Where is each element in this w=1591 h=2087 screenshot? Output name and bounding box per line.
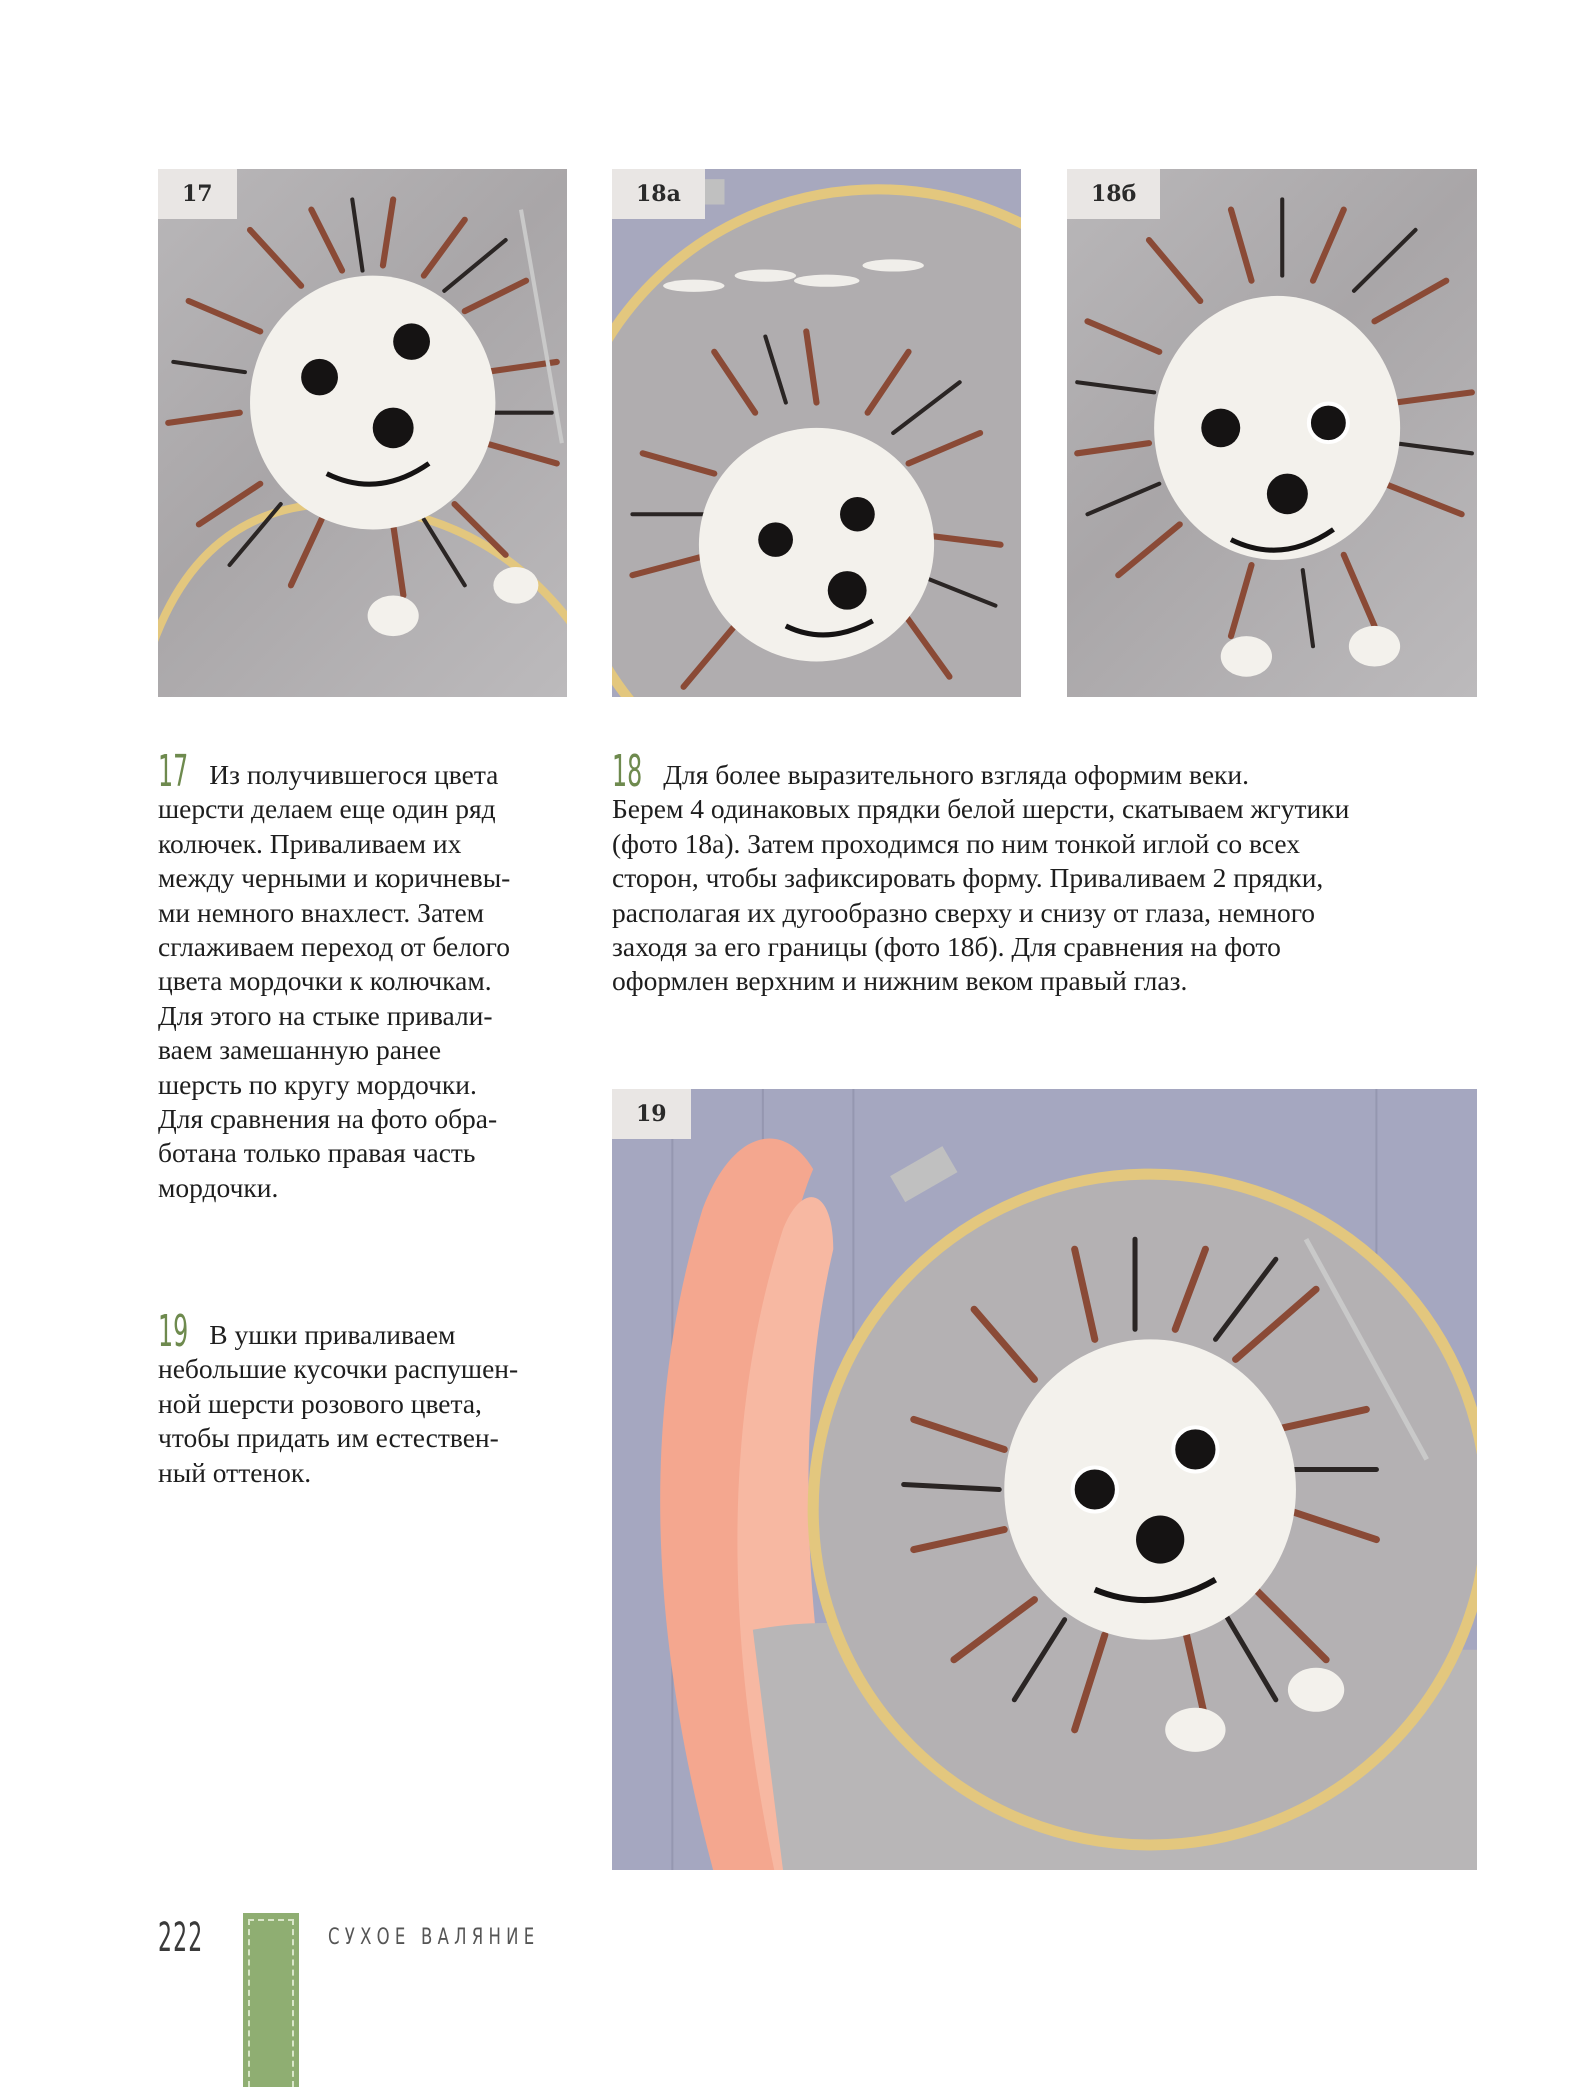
step-17-line: мордочки. [158,1171,279,1203]
step-number-17: 17 [158,746,189,797]
step-19-text [158,1306,578,1490]
section-title: СУХОЕ ВАЛЯНИЕ [328,1925,540,1950]
step-19-line: 19 В ушки приваливаем [158,1306,456,1357]
step-18-text [612,746,1492,999]
hedgehog-felt-illustration [1067,169,1477,697]
step-17-line: Для этого на стыке привали- [158,999,493,1031]
step-19-line: ный оттенок. [158,1456,312,1488]
photo-label-18a: 18а [612,169,705,219]
step-number-19: 19 [158,1306,189,1357]
step-17-line: 17 Из получившегося цвета [158,746,499,797]
photo-19 [612,1089,1477,1870]
step-18-line: сторон, чтобы зафиксировать форму. Приваливаем 2 прядки, [612,862,1324,894]
step-17-line: цвета мордочки к колючкам. [158,965,492,997]
step-19-line: ной шерсти розового цвета, [158,1387,482,1419]
step-18-line: (фото 18а). Затем проходимся по ним тонкой иглой со всех [612,827,1300,859]
step-18-line: располагая их дугообразно сверху и снизу от глаза, немного [612,896,1316,928]
step-17-line: между черными и коричневы- [158,862,511,894]
photo-18a [612,169,1021,697]
section-tab-decoration [243,1913,299,2087]
step-17-line: шерсти делаем еще один ряд [158,793,496,825]
step-19-line: чтобы придать им естествен- [158,1422,499,1454]
step-17-line: колючек. Приваливаем их [158,827,462,859]
step-17-line: Для сравнения на фото обра- [158,1103,498,1135]
hedgehog-felt-illustration [612,169,1021,697]
hedgehog-hoop-illustration [612,1089,1477,1870]
step-17-line: сглаживаем переход от белого [158,931,511,963]
photo-label-17: 17 [158,169,237,219]
page-number: 222 [158,1915,204,1961]
photo-label-19: 19 [612,1089,691,1139]
step-17-line: шерсть по кругу мордочки. [158,1068,477,1100]
step-17-line: ми немного внахлест. Затем [158,896,485,928]
step-17-text [158,746,578,1205]
step-18-line: 18 Для более выразительного взгляда оформим веки. [612,746,1250,797]
step-19-line: небольшие кусочки распушен- [158,1353,519,1385]
step-18-line: заходя за его границы (фото 18б). Для сравнения на фото [612,931,1281,963]
photo-18b [1067,169,1477,697]
photo-17 [158,169,567,697]
step-number-18: 18 [612,746,643,797]
hedgehog-felt-illustration [158,169,567,697]
step-18-line: оформлен верхним и нижним веком правый глаз. [612,965,1188,997]
step-18-line: Берем 4 одинаковых прядки белой шерсти, скатываем жгутики [612,793,1350,825]
step-17-line: ботана только правая часть [158,1137,476,1169]
photo-label-18b: 18б [1067,169,1160,219]
step-17-line: ваем замешанную ранее [158,1034,442,1066]
